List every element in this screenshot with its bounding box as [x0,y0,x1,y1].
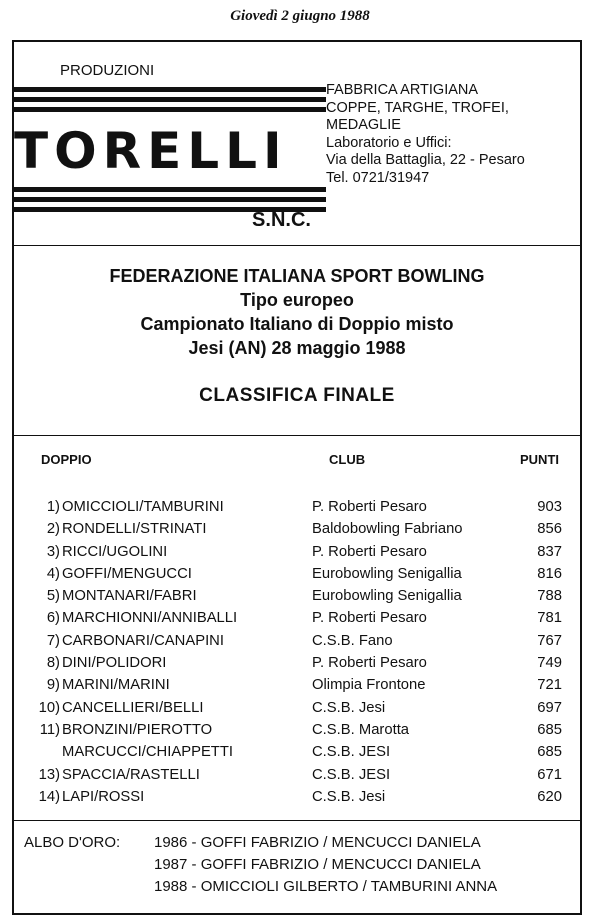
column-header-punti: PUNTI [520,452,559,467]
points: 620 [537,788,562,805]
table-row [14,700,580,722]
championship-title: Campionato Italiano di Doppio misto [140,314,454,334]
pair-name: BRONZINI/PIEROTTO [62,721,213,738]
pair-name: MARINI/MARINI [62,677,170,694]
points: 767 [537,632,562,649]
logo-stripe [14,187,326,192]
divider [14,820,580,821]
club-name: P. Roberti Pesaro [312,543,427,560]
points: 837 [537,543,562,560]
points: 788 [537,588,562,605]
table-row [14,499,580,521]
logo-stripe [14,97,326,102]
logo-stripe [14,107,326,112]
points: 781 [537,610,562,627]
club-name: Olimpia Frontone [312,677,426,694]
points: 671 [537,766,562,783]
table-row [14,744,580,766]
club-name: C.S.B. JESI [312,744,391,761]
club-name: C.S.B. Jesi [312,699,386,716]
pair-name: DINI/POLIDORI [62,655,167,672]
table-row [14,789,580,811]
pair-name: RICCI/UGOLINI [62,543,168,560]
pair-name: CARBONARI/CANAPINI [62,632,224,649]
rank: 14) [38,788,60,805]
points: 749 [537,655,562,672]
pair-name: MARCHIONNI/ANNIBALLI [62,610,238,627]
albo-doro-entry: 1988 - OMICCIOLI GILBERTO / TAMBURINI ANNA [154,878,498,895]
company-line: FABBRICA ARTIGIANA [326,82,479,98]
rank: 6) [46,610,60,627]
company-info [326,82,525,187]
company-line: Via della Battaglia, 22 - Pesaro [326,152,525,168]
rank: 9) [46,677,60,694]
classifica-title: CLASSIFICA FINALE [199,385,395,406]
rank: 7) [46,632,60,649]
club-name: Eurobowling Senigallia [312,565,462,582]
club-name: C.S.B. JESI [312,766,391,783]
table-row [14,767,580,789]
federation-title: FEDERAZIONE ITALIANA SPORT BOWLING [109,266,485,286]
divider [14,245,580,246]
company-line: Tel. 0721/31947 [326,169,430,186]
table-row [14,566,580,588]
rank: 2) [46,521,60,538]
club-name: P. Roberti Pesaro [312,610,427,627]
results-table [14,499,580,811]
club-name: Baldobowling Fabriano [312,521,463,538]
ad-produzioni: PRODUZIONI [60,62,155,79]
logo-stripe [14,87,326,92]
points: 721 [537,677,562,694]
pair-name: MONTANARI/FABRI [62,588,197,605]
divider [14,435,580,436]
dateline: Giovedì 2 giugno 1988 [230,8,370,24]
rank: 8) [46,655,60,672]
pair-name: GOFFI/MENGUCCI [62,565,192,582]
club-name: Eurobowling Senigallia [312,588,462,605]
event-place-date: Jesi (AN) 28 maggio 1988 [188,338,406,358]
rank: 3) [46,543,60,560]
company-line: COPPE, TARGHE, TROFEI, [326,99,509,116]
club-name: P. Roberti Pesaro [312,499,427,515]
pair-name: LAPI/ROSSI [62,788,145,805]
logo-wordmark: TORELLI [14,122,288,180]
event-heading [14,264,580,360]
event-type: Tipo europeo [240,290,354,310]
pair-name: SPACCIA/RASTELLI [62,766,200,783]
rank: 1) [46,499,60,515]
table-row [14,677,580,699]
points: 816 [537,565,562,582]
logo-stripe [14,197,326,202]
pair-name: MARCUCCI/CHIAPPETTI [62,744,233,761]
albo-doro-label: ALBO D'ORO: [24,834,121,851]
club-name: P. Roberti Pesaro [312,655,427,672]
albo-doro-entry: 1986 - GOFFI FABRIZIO / MENCUCCI DANIELA [154,834,481,851]
table-row [14,544,580,566]
company-line: Laboratorio e Uffici: [326,134,452,151]
club-name: C.S.B. Marotta [312,721,410,738]
table-row [14,655,580,677]
column-header-club: CLUB [329,452,366,467]
points: 685 [537,744,562,761]
table-row [14,521,580,543]
column-header-doppio: DOPPIO [41,452,92,467]
rank: 11) [39,721,60,738]
table-row [14,588,580,610]
points: 856 [537,521,562,538]
albo-doro-entry: 1987 - GOFFI FABRIZIO / MENCUCCI DANIELA [154,856,481,873]
table-row [14,633,580,655]
club-name: C.S.B. Jesi [312,788,386,805]
table-row [14,722,580,744]
points: 697 [537,699,562,716]
table-row [14,610,580,632]
points: 685 [537,721,562,738]
club-name: C.S.B. Fano [312,632,393,649]
company-snc: S.N.C. [252,209,311,231]
rank: 10) [38,699,60,716]
pair-name: CANCELLIERI/BELLI [62,699,204,716]
company-line: MEDAGLIE [326,117,401,133]
pair-name: RONDELLI/STRINATI [62,521,207,538]
rank: 4) [46,565,60,582]
rank: 13) [38,766,60,783]
rank: 5) [46,588,60,605]
pair-name: OMICCIOLI/TAMBURINI [62,499,224,515]
points: 903 [537,499,562,515]
torelli-logo [14,87,329,197]
results-box [12,40,582,915]
